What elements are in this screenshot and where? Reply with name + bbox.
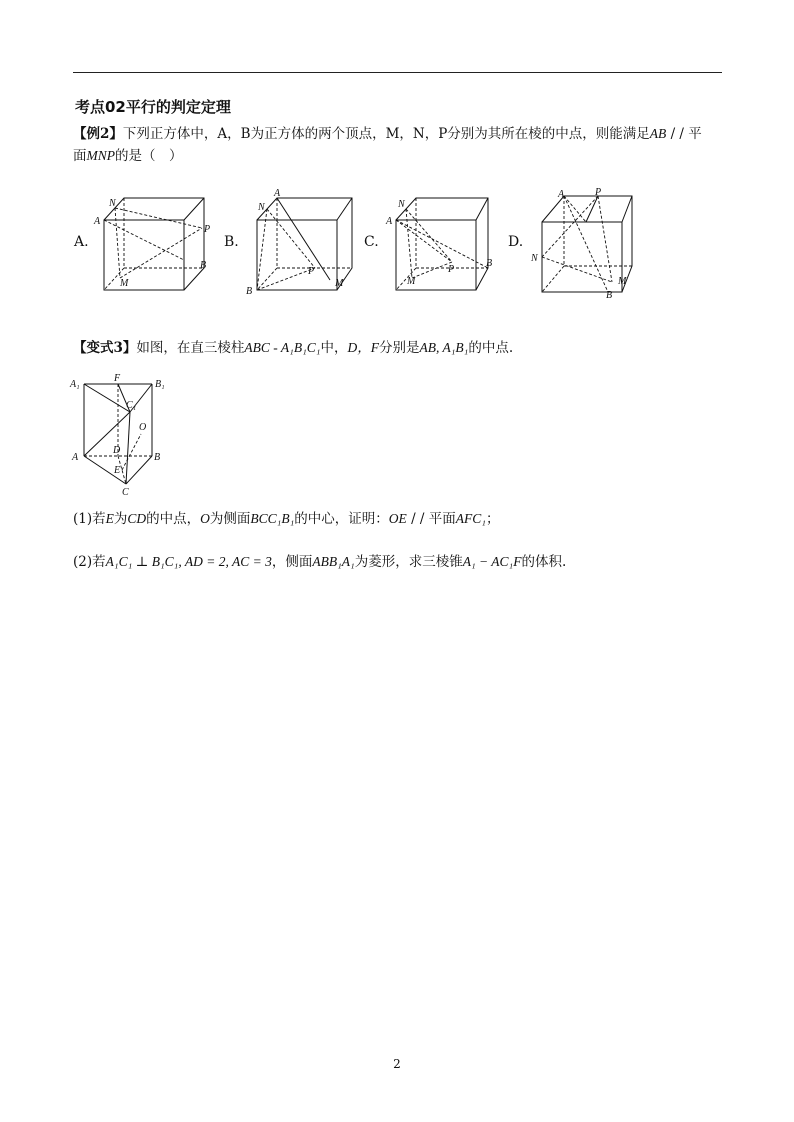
q2-b: 为菱形，求三棱锥 <box>354 554 463 570</box>
prism-label-d: D <box>113 445 121 456</box>
prism-label-a1: A₁ <box>70 379 80 390</box>
top-rule <box>73 72 722 73</box>
math-cd: CD <box>127 511 147 526</box>
math-face: BCC₁B₁ <box>250 511 295 526</box>
prism-label-o: O <box>139 422 147 433</box>
prism-label-b: B <box>154 452 161 463</box>
fig-d-label-n: N <box>531 253 538 264</box>
fig-b-label-p: P <box>308 266 315 277</box>
cube-figure-b <box>240 188 365 298</box>
question-2 <box>73 551 723 573</box>
variant-t3: 分别是 <box>378 340 420 356</box>
q1-f: ； <box>485 511 500 527</box>
fig-d-label-b: B <box>606 290 613 299</box>
fig-a-label-m: M <box>120 278 129 289</box>
math-prism: ABC - A₁B₁C₁ <box>244 340 321 355</box>
cube-figure-a <box>92 190 217 300</box>
cube-figure-d <box>528 184 653 299</box>
fig-d-label-p: P <box>595 187 602 198</box>
fig-c-label-p: P <box>448 264 455 275</box>
math-mnp: MNP <box>86 148 115 163</box>
prism-label-c1: C₁ <box>126 400 137 411</box>
fig-a-label-a: A <box>94 216 101 227</box>
q1-d: 的中心，证明： <box>294 511 389 527</box>
math-pyramid: A₁ − AC₁F <box>462 554 522 569</box>
prism-label-f: F <box>114 373 121 384</box>
fig-a-label-p: P <box>204 224 211 235</box>
variant-question <box>73 337 723 359</box>
math-o: O <box>200 511 210 526</box>
prism-label-e: E <box>114 465 121 476</box>
fig-a-label-n: N <box>109 198 116 209</box>
q2-c: 的体积. <box>521 554 567 570</box>
prism-label-c: C <box>122 487 129 498</box>
page-number: 2 <box>393 1057 401 1071</box>
option-b-label: B. <box>224 234 239 250</box>
math-e: E <box>105 511 114 526</box>
example-text-2a: 面 <box>73 148 87 164</box>
fig-c-label-m: M <box>407 276 416 287</box>
math-df: D，F <box>347 340 379 355</box>
question-1 <box>73 508 723 530</box>
fig-b-label-b: B <box>246 286 253 297</box>
example-text-1: 下列正方体中，A，B为正方体的两个顶点，M，N，P分别为其所在棱的中点，则能满足 <box>122 126 650 142</box>
q1-c: 为侧面 <box>209 511 251 527</box>
variant-t4: 的中点. <box>468 340 514 356</box>
math-oe: OE <box>388 511 407 526</box>
fig-b-label-a: A <box>274 188 281 199</box>
fig-a-label-b: B <box>200 260 207 271</box>
example-tag: 【例2】 <box>73 126 123 142</box>
math-afc1: AFC₁ <box>455 511 486 526</box>
fig-c-label-n: N <box>398 199 405 210</box>
cube-figure-c <box>382 190 507 300</box>
variant-t1: 如图，在直三棱柱 <box>136 340 245 356</box>
math-cond: A₁C₁ ⊥ B₁C₁, AD = 2, AC = 3 <box>105 554 272 569</box>
q1-num: (1)若 <box>73 511 106 527</box>
fig-c-label-a: A <box>386 216 393 227</box>
math-face2: ABB₁A₁ <box>312 554 355 569</box>
fig-d-label-a: A <box>558 189 565 200</box>
fig-b-label-m: M <box>335 278 344 289</box>
fig-b-label-n: N <box>258 202 265 213</box>
example-text-2b: 的是（ ） <box>115 148 183 164</box>
option-c-label: C. <box>364 234 379 250</box>
q1-a: 为 <box>113 511 128 527</box>
variant-t2: 中， <box>320 340 348 356</box>
q1-b: 的中点， <box>146 511 201 527</box>
prism-label-b1: B₁ <box>155 379 165 390</box>
variant-tag: 【变式3】 <box>73 340 137 356</box>
option-a-label: A. <box>74 234 89 250</box>
math-segs: AB, A₁B₁ <box>419 340 469 355</box>
example-par: / / 平 <box>666 126 702 142</box>
fig-d-label-m: M <box>618 276 627 287</box>
prism-label-a: A <box>72 452 79 463</box>
math-ab: AB <box>649 126 667 141</box>
example-question <box>73 123 723 167</box>
option-d-label: D. <box>508 234 524 250</box>
q2-num: (2)若 <box>73 554 106 570</box>
section-heading: 考点02平行的判定定理 <box>75 98 231 116</box>
prism-figure <box>68 372 178 500</box>
fig-c-label-b: B <box>486 258 493 269</box>
q2-a: ，侧面 <box>271 554 313 570</box>
q1-e: / / 平面 <box>406 511 456 527</box>
